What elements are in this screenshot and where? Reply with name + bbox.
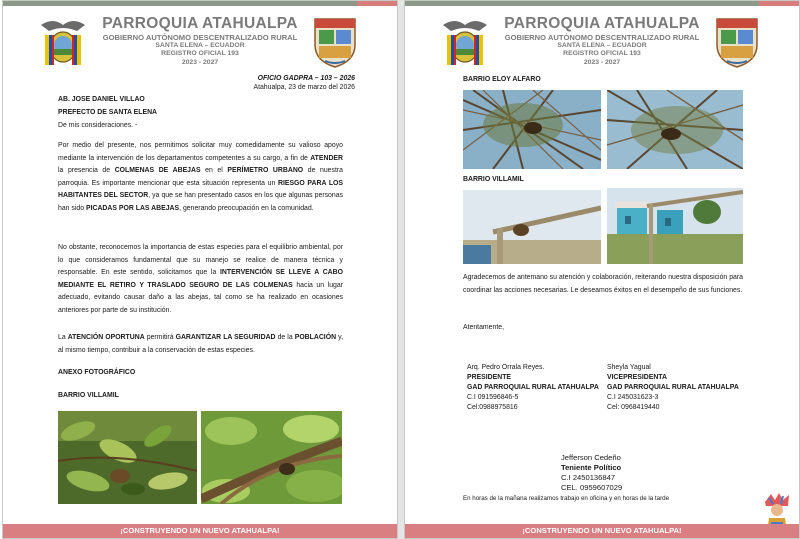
recipient-name: AB. JOSE DANIEL VILLAO: [58, 96, 145, 103]
letterhead-subtitle: GOBIERNO AUTÓNOMO DESCENTRALIZADO RURAL: [504, 33, 700, 42]
p3-text-d: de la: [275, 334, 295, 341]
letterhead: [405, 15, 799, 67]
beehive-photo-tree-2: [607, 90, 743, 169]
sig1-phone: Cel:0988975816: [467, 404, 518, 411]
letterhead-registry: REGISTRO OFICIAL 193: [563, 50, 641, 58]
letterhead-location: SANTA ELENA – ECUADOR: [155, 42, 245, 49]
paragraph-2: [58, 242, 343, 318]
letterhead-location: SANTA ELENA – ECUADOR: [557, 42, 647, 49]
p1-text-a: Por medio del presente, nos permitimos solicitar muy comedidamente su valioso apoyo mediante la intervención de los departamentos competentes a su cargo, a fin de: [58, 142, 343, 162]
paragraph-1: [58, 140, 343, 216]
letterhead-period: 2023 - 2027: [583, 58, 621, 66]
p1-bold-2: COLMENAS DE ABEJAS: [114, 167, 201, 175]
p1-text-e: de nuestra parroquia. Es importante mencionar que esta situación representa un: [58, 167, 343, 187]
annex-title: ANEXO FOTOGRÁFICO: [58, 369, 136, 376]
sig3-phone: CEL. 0959607029: [561, 483, 623, 492]
sig2-ci: C.I 245031623-3: [607, 394, 659, 401]
p1-bold-1: ATENDER: [310, 154, 343, 162]
sig2-phone: Cel: 0968419440: [607, 404, 660, 411]
section-barrio-villamil: BARRIO VILLAMIL: [58, 392, 119, 399]
beehive-photo-pole: [463, 190, 601, 264]
regards: Atentamente,: [463, 324, 504, 331]
closing-paragraph: Agradecemos de antemano su atención y colaboración, reiterando nuestra disposición para coordinar las acciones necesarias. Le deseamos éxitos en el desempeño de sus funciones.: [463, 274, 743, 294]
sig2-org: GAD PARROQUIAL RURAL ATAHUALPA: [607, 384, 739, 391]
paragraph-3: [58, 332, 343, 357]
letterhead-registry: REGISTRO OFICIAL 193: [161, 50, 239, 58]
p1-bold-4: RIESGO PARA LOS HABITANTES DEL SECTOR: [58, 179, 343, 200]
neighborhood-houses-photo: [607, 188, 743, 264]
sig1-org: GAD PARROQUIAL RURAL ATAHUALPA: [467, 384, 599, 391]
sig1-ci: C.I 091596846-5: [467, 394, 519, 401]
section-barrio-villamil: BARRIO VILLAMIL: [463, 176, 524, 183]
beehive-photo-branch: [201, 411, 342, 504]
recipient-title: PREFECTO DE SANTA ELENA: [58, 109, 158, 116]
p1-bold-3: PERÍMETRO URBANO: [227, 167, 304, 175]
top-accent-bar: [3, 1, 397, 6]
p1-text-g: , generando preocupación en la comunidad.: [179, 204, 314, 212]
sig1-role: PRESIDENTE: [467, 374, 512, 381]
top-accent-bar: [405, 1, 799, 6]
letterhead-title: PARROQUIA ATAHUALPA: [504, 15, 700, 32]
section-barrio-eloy-alfaro: BARRIO ELOY ALFARO: [463, 76, 541, 83]
letter-date: Atahualpa, 23 de marzo del 2026: [253, 84, 355, 91]
beehive-photo-tree-1: [463, 90, 601, 169]
p1-text-c: la presencia de: [58, 167, 115, 175]
signature-block-teniente: [561, 453, 622, 493]
p2-text-c: hacia un lugar adecuado, evitando causar daño a las abejas, tal como se ha realizado en ocasiones anteriores por parte de su institución.: [58, 281, 343, 314]
p1-text-f: , ya que se han presentado casos en los que algunas personas han sido: [58, 192, 343, 212]
beehive-photo-leaves: [58, 411, 197, 504]
p1-text-d: en el: [200, 167, 228, 175]
p3-bold-1: ATENCIÓN OPORTUNA: [67, 334, 145, 341]
footer-slogan-bar: ¡CONSTRUYENDO UN NUEVO ATAHUALPA!: [3, 524, 397, 538]
p2-bold-1: INTERVENCIÓN SE LLEVE A CABO MEDIANTE EL RETIRO Y TRASLADO SEGURO DE LAS COLMENAS: [58, 269, 343, 289]
document-page-1: [2, 0, 398, 539]
letterhead-title: PARROQUIA ATAHUALPA: [102, 15, 298, 32]
sig3-name: Jefferson Cedeño: [561, 453, 621, 462]
letterhead-period: 2023 - 2027: [181, 58, 219, 66]
p3-text-a: La: [58, 334, 68, 341]
p3-text-e: y, al mismo tiempo, contribuir a la conservación de estas especies.: [58, 334, 343, 354]
signature-block-president: [467, 363, 599, 413]
sig1-name: Arq. Pedro Orrala Reyes.: [467, 364, 545, 371]
oficio-number: OFICIO GADPRA – 103 – 2026: [257, 75, 355, 82]
p2-text-a: No obstante, reconocemos la importancia de estas especies para el equilibrio ambiental, por lo que consideramos fundamental que su manejo se realice de manera técnica y responsable. En este sentido, solicitamos que la: [58, 244, 343, 277]
sig3-role: Teniente Político: [561, 463, 622, 472]
p1-bold-5: PICADAS POR LAS ABEJAS: [85, 204, 180, 212]
p3-bold-3: POBLACIÓN: [294, 334, 337, 341]
signature-block-vicepresident: [607, 363, 739, 413]
sig2-name: Sheyla Yagual: [607, 364, 651, 371]
sig2-role: VICEPRESIDENTA: [607, 374, 667, 381]
greeting: De mis consideraciones. -: [58, 122, 138, 129]
letterhead-subtitle: GOBIERNO AUTÓNOMO DESCENTRALIZADO RURAL: [102, 33, 298, 42]
sig3-ci: C.I 2450136847: [561, 473, 616, 482]
p3-bold-2: GARANTIZAR LA SEGURIDAD: [175, 334, 276, 341]
footer-slogan-bar: ¡CONSTRUYENDO UN NUEVO ATAHUALPA!: [405, 524, 799, 538]
p3-text-c: permitirá: [144, 334, 176, 341]
document-page-2: [404, 0, 800, 539]
letterhead: [3, 15, 397, 67]
office-hours-note: En horas de la mañana realizamos trabajo en oficina y en horas de la tarde: [463, 495, 670, 502]
